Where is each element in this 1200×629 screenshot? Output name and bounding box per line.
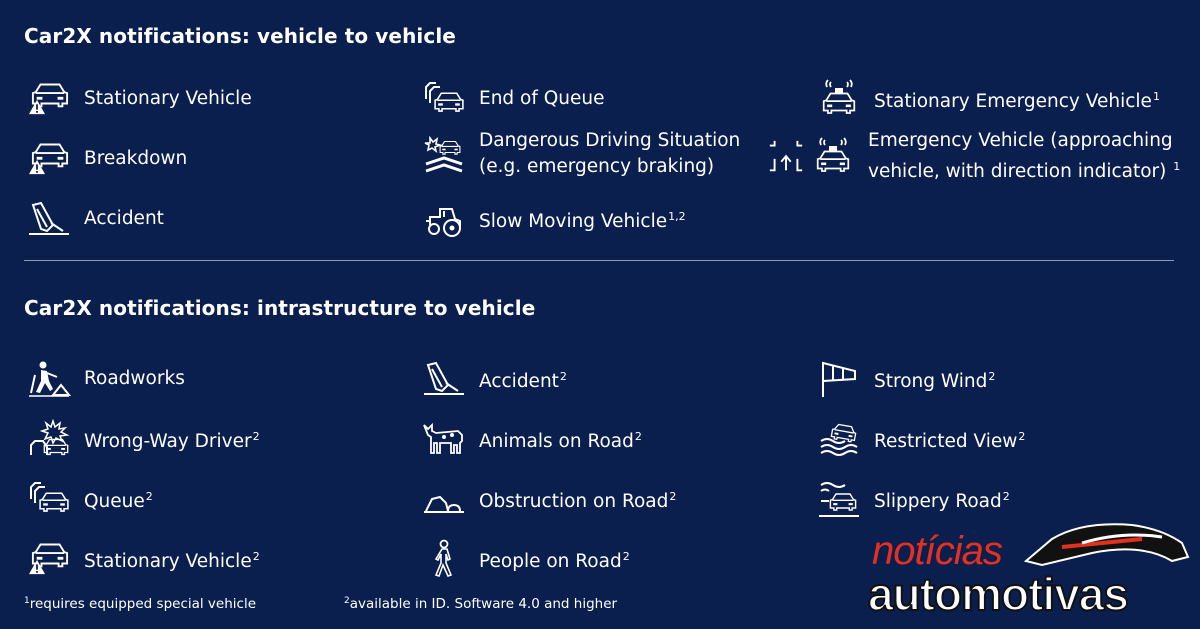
roadworks-icon — [26, 358, 72, 400]
item-label: Slippery Road — [874, 490, 1002, 512]
direction-indicator-icon — [766, 136, 806, 178]
item-label: End of Queue — [479, 88, 605, 109]
watermark-logo — [864, 515, 1194, 625]
item-stationary-emergency-vehicle — [816, 78, 1160, 120]
item-wrong-way-driver — [26, 418, 260, 460]
item-label: Restricted View — [874, 430, 1018, 452]
item-queue — [26, 478, 153, 520]
item-slow-moving-vehicle — [421, 198, 686, 240]
item-label: People on Road — [479, 550, 622, 572]
item-label: Stationary Vehicle — [84, 88, 252, 109]
item-footnote-ref: 1,2 — [668, 209, 686, 223]
restricted-view-icon — [816, 418, 862, 460]
windsock-icon — [816, 358, 862, 400]
item-footnote-ref: 2 — [622, 549, 630, 563]
item-footnote-ref: 2 — [634, 429, 642, 443]
item-footnote-ref: 2 — [559, 369, 567, 383]
item-footnote-ref: 2 — [145, 489, 153, 503]
item-stationary-vehicle-i2v — [26, 538, 260, 580]
item-label: Slow Moving Vehicle — [479, 210, 668, 232]
accident-icon — [26, 198, 72, 240]
item-label: Stationary Emergency Vehicle — [874, 90, 1152, 112]
item-label: Accident — [479, 370, 559, 392]
wrong-way-driver-icon — [26, 418, 72, 460]
item-footnote-ref: 2 — [1002, 489, 1010, 503]
item-label: Stationary Vehicle — [84, 550, 252, 572]
item-footnote-ref: 2 — [252, 429, 260, 443]
item-breakdown — [26, 138, 187, 180]
item-footnote-ref: 2 — [669, 489, 677, 503]
item-label: Queue — [84, 490, 145, 512]
item-label: Breakdown — [84, 148, 188, 169]
item-footnote-ref: 1 — [1152, 89, 1160, 103]
stationary-vehicle-warning-icon — [26, 78, 72, 120]
section-title-v2v: Car2X notifications: vehicle to vehicle — [24, 24, 456, 48]
item-label: Wrong-Way Driver — [84, 430, 252, 452]
item-label: Animals on Road — [479, 430, 634, 452]
slippery-road-icon — [816, 478, 862, 520]
item-accident — [26, 198, 164, 240]
watermark-top-text: notícias — [872, 529, 1002, 573]
item-accident-i2v — [421, 358, 567, 400]
item-label: Strong Wind — [874, 370, 988, 392]
dangerous-driving-icon — [421, 133, 467, 175]
footnote-2: $^2$available in ID. Software 4.0 and higher — [344, 596, 618, 612]
item-emergency-vehicle-approaching — [766, 128, 1180, 185]
emergency-vehicle-approaching-icon — [810, 136, 856, 178]
item-roadworks — [26, 358, 185, 400]
pedestrian-icon — [421, 538, 467, 580]
item-animals-on-road — [421, 418, 642, 460]
item-end-of-queue — [421, 78, 605, 120]
animal-icon — [421, 418, 467, 460]
breakdown-warning-icon — [26, 138, 72, 180]
item-label-line2: (e.g. emergency braking) — [479, 156, 715, 177]
accident-icon — [421, 358, 467, 400]
item-obstruction-on-road — [421, 478, 676, 520]
item-label: Roadworks — [84, 368, 185, 389]
queue-icon — [421, 78, 467, 120]
footnote-1: $^1$requires equipped special vehicle — [24, 596, 257, 612]
item-label-line2: vehicle, with direction indicator) — [868, 161, 1167, 182]
item-stationary-vehicle — [26, 78, 252, 120]
item-slippery-road — [816, 478, 1010, 520]
queue-icon — [26, 478, 72, 520]
item-strong-wind — [816, 358, 995, 400]
section-title-i2v: Car2X notifications: intrastructure to vehicle — [24, 296, 536, 320]
item-label: Obstruction on Road — [479, 490, 669, 512]
tractor-icon — [421, 198, 467, 240]
watermark-bottom-text: automotivas — [868, 568, 1128, 620]
item-dangerous-driving — [421, 128, 740, 180]
emergency-vehicle-icon — [816, 78, 862, 120]
item-label: Dangerous Driving Situation — [479, 130, 741, 151]
item-restricted-view — [816, 418, 1025, 460]
item-footnote-ref: 2 — [252, 549, 260, 563]
item-label: Accident — [84, 208, 164, 229]
item-label: Emergency Vehicle (approaching — [868, 130, 1173, 151]
item-footnote-ref: 2 — [1018, 429, 1026, 443]
item-footnote-ref: 1 — [1173, 160, 1181, 173]
stationary-vehicle-warning-icon — [26, 538, 72, 580]
item-people-on-road — [421, 538, 630, 580]
obstruction-icon — [421, 478, 467, 520]
item-footnote-ref: 2 — [988, 369, 996, 383]
section-divider — [24, 260, 1174, 261]
